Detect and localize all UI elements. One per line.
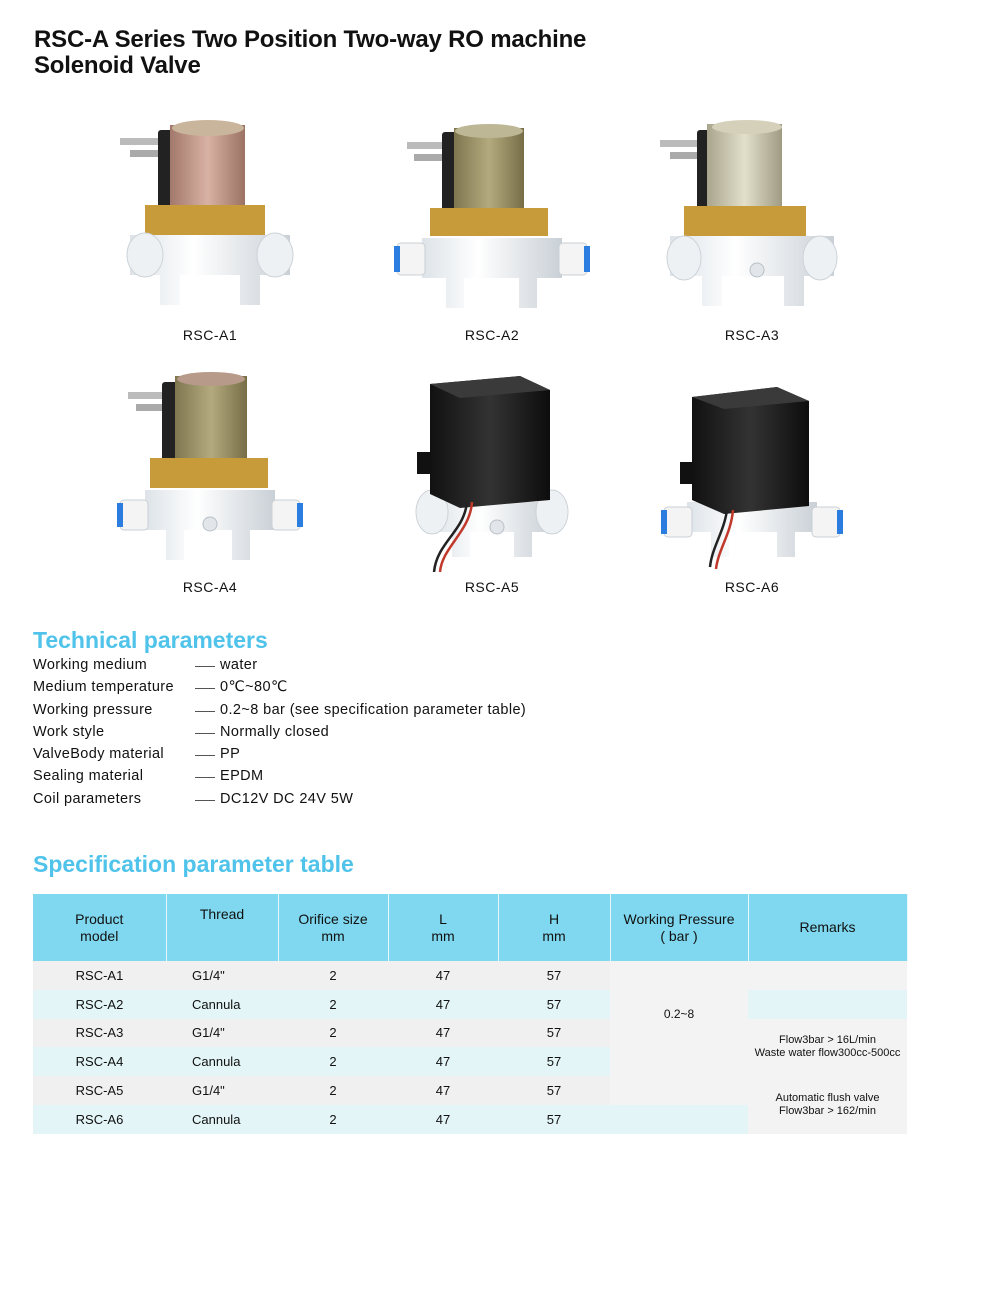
remark-text: Flow3bar > 162/min [779, 1104, 876, 1117]
cell-h: 57 [498, 1076, 610, 1105]
remark-text: Flow3bar > 16L/min [779, 1034, 876, 1047]
product-rsc-a2 [392, 110, 592, 360]
cell-model: RSC-A5 [33, 1076, 166, 1105]
cell-remark-empty [748, 961, 907, 990]
valve-image-a6 [652, 362, 852, 572]
header-text: model [80, 927, 119, 944]
spec-heading: Specification parameter table [33, 851, 354, 877]
cell-model: RSC-A6 [33, 1105, 166, 1134]
header-text: H [548, 910, 560, 927]
param-value: 0.2~8 bar (see specification parameter table) [220, 701, 527, 718]
product-label: RSC-A1 [182, 327, 238, 343]
cell-l: 47 [388, 1105, 498, 1134]
page-title [34, 27, 586, 79]
product-label: RSC-A4 [182, 579, 238, 595]
table-row [33, 1076, 907, 1105]
param-label: Work style [33, 723, 105, 740]
header-text: Working Pressure [623, 910, 735, 927]
param-label: ValveBody material [33, 746, 165, 763]
param-label: Medium temperature [33, 679, 174, 696]
cell-h: 57 [498, 1019, 610, 1048]
valve-image-a1 [110, 110, 310, 320]
param-value: DC12V DC 24V 5W [220, 790, 354, 807]
cell-orifice: 2 [278, 1019, 388, 1048]
cell-orifice: 2 [278, 961, 388, 990]
product-rsc-a3 [652, 110, 852, 360]
cell-remark-flush [748, 1076, 907, 1134]
header-text: Thread [199, 906, 245, 922]
product-rsc-a1 [110, 110, 310, 360]
header-text: Remarks [799, 919, 856, 935]
cell-l: 47 [388, 1019, 498, 1048]
cell-pressure-empty [610, 1105, 748, 1134]
valve-image-a2 [392, 110, 592, 320]
cell-model: RSC-A3 [33, 1019, 166, 1048]
header-text: mm [431, 927, 455, 944]
cell-l: 47 [388, 1076, 498, 1105]
param-value: PP [220, 746, 241, 763]
header-h [498, 894, 610, 961]
header-text: Product [75, 910, 124, 927]
cell-l: 47 [388, 990, 498, 1019]
param-label: Working medium [33, 657, 148, 673]
title-line-2: Solenoid Valve [34, 52, 201, 79]
param-dash [195, 777, 215, 778]
product-rsc-a5 [392, 362, 592, 612]
title-line-1: RSC-A Series Two Position Two-way RO machine [34, 26, 587, 53]
cell-thread: G1/4" [166, 961, 278, 990]
cell-h: 57 [498, 961, 610, 990]
cell-h: 57 [498, 1105, 610, 1134]
cell-thread: Cannula [166, 1105, 278, 1134]
param-value: water [220, 657, 258, 673]
table-row [33, 1019, 907, 1048]
header-remarks [748, 894, 907, 961]
header-text: mm [542, 927, 566, 944]
cell-orifice: 2 [278, 990, 388, 1019]
header-l [388, 894, 498, 961]
param-value: EPDM [220, 768, 264, 785]
param-dash [195, 688, 215, 689]
cell-thread: Cannula [166, 990, 278, 1019]
header-text: L [439, 910, 447, 927]
cell-thread: G1/4" [166, 1076, 278, 1105]
cell-orifice: 2 [278, 1047, 388, 1076]
table-row [33, 961, 907, 990]
valve-image-a3 [652, 110, 852, 320]
technical-heading: Technical parameters [33, 627, 268, 653]
header-text: mm [321, 927, 345, 944]
product-label: RSC-A2 [464, 327, 520, 343]
param-label: Coil parameters [33, 790, 142, 807]
product-rsc-a4 [110, 362, 310, 612]
param-value: Normally closed [220, 723, 330, 740]
param-dash [195, 711, 215, 712]
valve-image-a4 [110, 362, 310, 572]
header-product-model [33, 894, 166, 961]
product-label: RSC-A6 [724, 579, 780, 595]
table-header-row [33, 894, 907, 961]
cell-thread: G1/4" [166, 1019, 278, 1048]
cell-model: RSC-A2 [33, 990, 166, 1019]
product-rsc-a6 [652, 362, 852, 612]
param-label: Working pressure [33, 701, 153, 718]
param-dash [195, 800, 215, 801]
cell-model: RSC-A1 [33, 961, 166, 990]
header-thread [166, 894, 278, 961]
remark-text: Waste water flow300cc-500cc [754, 1047, 901, 1060]
product-label: RSC-A3 [724, 327, 780, 343]
cell-working-pressure: 0.2~8 [610, 961, 748, 1105]
header-orifice [278, 894, 388, 961]
cell-remark-empty [748, 990, 907, 1019]
param-dash [195, 733, 215, 734]
product-label: RSC-A5 [464, 579, 520, 595]
cell-model: RSC-A4 [33, 1047, 166, 1076]
param-dash [195, 666, 215, 667]
cell-thread: Cannula [166, 1047, 278, 1076]
header-working-pressure [610, 894, 748, 961]
cell-orifice: 2 [278, 1076, 388, 1105]
cell-orifice: 2 [278, 1105, 388, 1134]
cell-remark-flow [748, 1019, 907, 1077]
cell-l: 47 [388, 961, 498, 990]
spec-table [33, 894, 908, 1134]
header-text: ( bar ) [660, 927, 698, 944]
param-dash [195, 755, 215, 756]
valve-image-a5 [392, 362, 592, 572]
cell-h: 57 [498, 1047, 610, 1076]
cell-h: 57 [498, 990, 610, 1019]
param-value: 0℃~80℃ [220, 679, 288, 696]
table-row [33, 990, 907, 1019]
cell-l: 47 [388, 1047, 498, 1076]
param-label: Sealing material [33, 768, 144, 785]
header-text: Orifice size [298, 910, 368, 927]
remark-text: Automatic flush valve [775, 1091, 880, 1104]
